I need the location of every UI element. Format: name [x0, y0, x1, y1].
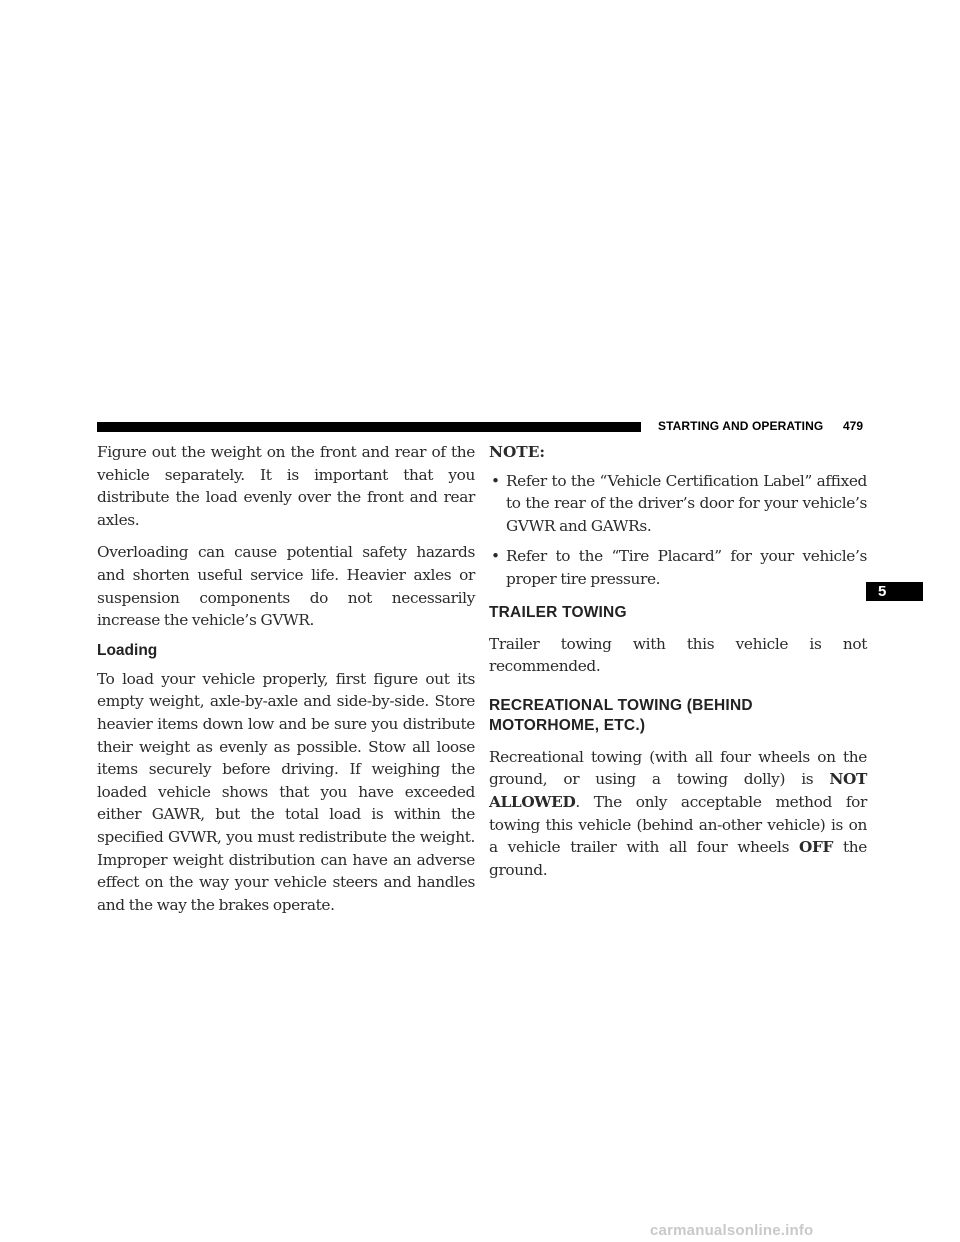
- trailer-towing-paragraph: Trailer towing with this vehicle is not recommended.: [489, 634, 867, 676]
- overloading-paragraph: Overloading can cause potential safety hazards and shorten useful service life. Heavier axles or suspension components do not necessarily increase the vehicle’s GVWR.: [97, 543, 475, 630]
- section-title: STARTING AND OPERATING: [658, 419, 824, 433]
- left-column: [97, 441, 475, 926]
- note-list: [489, 470, 867, 591]
- note-label: NOTE:: [489, 443, 545, 461]
- right-column: [489, 441, 867, 891]
- weight-distribution-paragraph: Figure out the weight on the front and rear of the vehicle separately. It is important that you distribute the load evenly over the front and rear axles.: [97, 443, 475, 529]
- bullet-icon: •: [491, 547, 501, 566]
- note-item: [489, 470, 867, 538]
- recreational-text-a: Recreational towing (with all four wheels on the ground, or using a towing dolly) is: [489, 747, 867, 789]
- header-rule: [97, 422, 641, 432]
- page-number: 479: [843, 419, 864, 433]
- note-text: Refer to the “Vehicle Certification Label” affixed to the rear of the driver’s door for your vehicle’s GVWR and GAWRs.: [506, 471, 867, 535]
- not-allowed-emphasis: NOT ALLOWED: [489, 770, 867, 811]
- chapter-tab: [866, 582, 923, 601]
- note-item: [489, 545, 867, 590]
- bullet-icon: •: [491, 471, 501, 490]
- chapter-number: 5: [878, 583, 887, 600]
- recreational-text-e: the ground.: [489, 838, 868, 879]
- off-emphasis: OFF: [799, 838, 834, 857]
- recreational-text-c: . The only acceptable method for towing this vehicle (behind an-other vehicle) is on a vehicle trailer with all four wheels: [489, 792, 867, 857]
- watermark: carmanualsonline.info: [650, 1222, 814, 1239]
- loading-paragraph: To load your vehicle properly, first figure out its empty weight, axle-by-axle and side-by-side. Store heavier items down low and be sure you distribute their weight as evenly as possible. Stow all loose items securely before driving. If weighing the loaded vehicle shows that you have exceeded either GAWR, but the total load is within the specified GVWR, you must redistribute the weight. Improper weight distribution can have an adverse effect on the way your vehicle steers and handles and the way the brakes operate.: [97, 669, 475, 914]
- note-text: Refer to the “Tire Placard” for your vehicle’s proper tire pressure.: [506, 547, 867, 588]
- recreational-towing-paragraph: [489, 746, 867, 882]
- recreational-heading-line1: RECREATIONAL TOWING (BEHIND: [489, 696, 753, 714]
- trailer-towing-heading: TRAILER TOWING: [489, 603, 627, 621]
- recreational-heading-line2: MOTORHOME, ETC.): [489, 716, 646, 734]
- loading-heading: Loading: [97, 641, 158, 659]
- recreational-towing-heading: [489, 696, 867, 736]
